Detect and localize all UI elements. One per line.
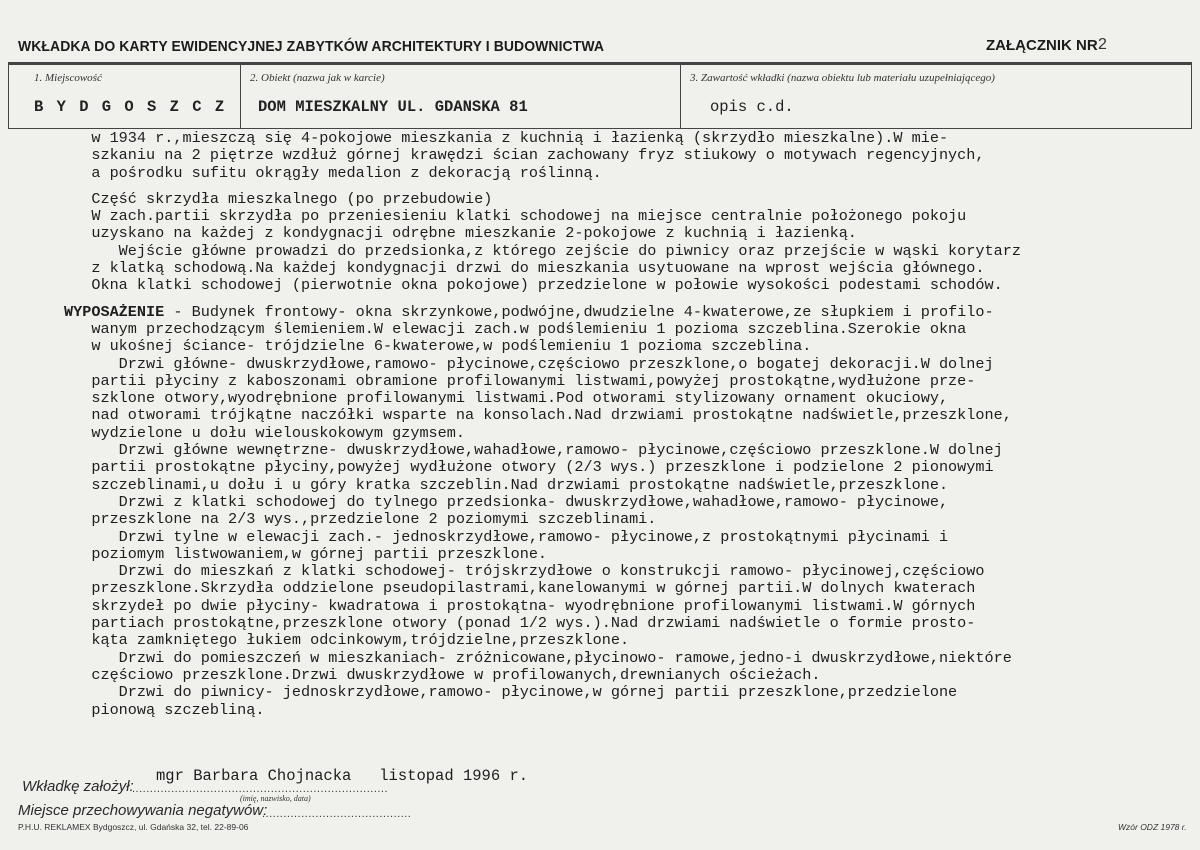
text-line: Drzwi tylne w elewacji zach.- jednoskrzydłowe,ramowo- płycinowe,z prostokątnymi płycinami i xyxy=(64,527,949,546)
text-line: uzyskano na każdej z kondygnacji odrębne mieszkanie 2-pokojowe z kuchnią i łazienką. xyxy=(64,224,857,243)
text-line: wydzielone u dołu wielouskokowym gzymsem. xyxy=(64,423,466,442)
text-line: poziomym listwowaniem,w górnej partii przeszklone. xyxy=(64,544,548,563)
text-line: kąta zamkniętego łukiem odcinkowym,trójdzielne,przeszklone. xyxy=(64,631,630,650)
text-line: pionową szczebliną. xyxy=(64,700,265,719)
text-line: w 1934 r.,mieszczą się 4-pokojowe mieszkania z kuchnią i łazienką (skrzydło mieszkalne).W mie- xyxy=(64,129,949,147)
text-line: szczeblinami,u dołu i u góry kratka szczeblin.Nad drzwiami prostokątne nadświetle,przeszklone. xyxy=(64,475,949,494)
text-line: Okna klatki schodowej (pierwotnie okna pokojowe) przedzielone w połowie wysokości podestami schodów. xyxy=(64,276,1003,295)
fields-divider-2 xyxy=(680,64,681,128)
fields-right-border xyxy=(1191,64,1192,128)
created-by-dotted-line: ........................................................................ xyxy=(132,783,389,795)
section-heading: WYPOSAŻENIE xyxy=(64,302,165,321)
text-line: partii prostokątne płyciny,powyżej wydłużone otwory (2/3 wys.) przeszklone i podzielone 2 pionowymi xyxy=(64,458,994,477)
text-line: WYPOSAŻENIE - Budynek frontowy- okna skrzynkowe,podwójne,dwudzielne 4-kwaterowe,ze słupkiem i profilo- xyxy=(64,302,994,321)
text-line: partiach prostokątne,przeszklone otwory (ponad 1/2 wys.).Nad drzwiami nadświetle o formie prosto- xyxy=(64,614,976,633)
text-line: Drzwi do pomieszczeń w mieszkaniach- zróżnicowane,płycinowo- ramowe,jedno-i dwuskrzydłowe,niektóre xyxy=(64,648,1012,667)
text-line: skrzydeł po dwie płyciny- kwadratowa i prostokątna- wyodrębnione profilowanymi listwami.W górnych xyxy=(64,596,976,615)
text-line: Wejście główne prowadzi do przedsionka,z którego zejście do piwnicy oraz przejście w wąski korytarz xyxy=(64,241,1021,260)
description-text xyxy=(64,130,1174,719)
created-by-value: mgr Barbara Chojnacka listopad 1996 r. xyxy=(156,767,529,785)
text-line: z klatką schodową.Na każdej kondygnacji drzwi do mieszkania usytuowane na wprost wejścia głównego. xyxy=(64,259,985,278)
text-line: Drzwi główne- dwuskrzydłowe,ramowo- płycinowe,częściowo przeszklone,o bogatej dekoracji.W dolnej xyxy=(64,354,994,373)
text-line: Drzwi do piwnicy- jednoskrzydłowe,ramowo- płycinowe,w górnej partii przeszklone,przedzielone xyxy=(64,683,958,702)
annex-label: ZAŁĄCZNIK NR xyxy=(986,37,1098,54)
created-by-label: Wkładkę założył: xyxy=(22,778,134,795)
printer-info: P.H.U. REKLAMEX Bydgoszcz, ul. Gdańska 32, tel. 22-89-06 xyxy=(18,822,249,832)
text-line: Część skrzydła mieszkalnego (po przebudowie) xyxy=(64,189,493,208)
fields-left-border xyxy=(8,64,9,128)
template-mark: Wzór ODZ 1978 r. xyxy=(1118,822,1187,832)
text-line: a pośrodku sufitu okrągły medalion z dekoracją roślinną. xyxy=(64,163,602,182)
text-line: szkaniu na 2 piętrze wzdłuż górnej krawędzi ścian zachowany fryz stiukowy o motywach regencyjnych, xyxy=(64,146,985,165)
contents-label: 3. Zawartość wkładki (nazwa obiektu lub materiału uzupełniającego) xyxy=(690,72,995,84)
negatives-dotted-line: .......................................... xyxy=(262,808,412,820)
text-line: częściowo przeszklone.Drzwi dwuskrzydłowe w profilowanych,drewnianych ościeżach. xyxy=(64,665,821,684)
text-line: Drzwi główne wewnętrzne- dwuskrzydłowe,wahadłowe,ramowo- płycinowe,częściowo przeszklone.W dolnej xyxy=(64,441,1003,460)
card-title: WKŁADKA DO KARTY EWIDENCYJNEJ ZABYTKÓW ARCHITEKTURY I BUDOWNICTWA xyxy=(18,38,605,55)
text-line: W zach.partii skrzydła po przeniesieniu klatki schodowej na miejsce centralnie położonego pokoju xyxy=(64,207,967,226)
contents-value: opis c.d. xyxy=(710,98,794,116)
text-line: Drzwi z klatki schodowej do tylnego przedsionka- dwuskrzydłowe,wahadłowe,ramowo- płycinowe, xyxy=(64,492,949,511)
annex-number: 2 xyxy=(1098,36,1107,53)
location-value: B Y D G O S Z C Z xyxy=(34,98,227,116)
text-line: szklone otwory,wyodrębnione profilowanymi listwami.Pod otworami stylizowany ornament okuciowy, xyxy=(64,389,949,408)
object-label: 2. Obiekt (nazwa jak w karcie) xyxy=(250,72,385,84)
negatives-label: Miejsce przechowywania negatywów: xyxy=(18,802,268,819)
object-value: DOM MIESZKALNY UL. GDANSKA 81 xyxy=(258,98,528,116)
created-by-hint: (imię, nazwisko, data) xyxy=(240,794,311,803)
fields-divider-1 xyxy=(240,64,241,128)
text-line: przeszklone.Skrzydła oddzielone pseudopilastrami,kanelowanymi w górnej partii.W dolnych kwaterach xyxy=(64,579,976,598)
text-line: przeszklone na 2/3 wys.,przedzielone 2 poziomymi szczeblinami. xyxy=(64,510,657,529)
text-line: Drzwi do mieszkań z klatki schodowej- trójskrzydłowe o konstrukcji ramowo- płycinowej,częściowo xyxy=(64,562,985,581)
fields-top-rule xyxy=(8,64,1192,65)
text-line: partii płyciny z kaboszonami obramione profilowanymi listwami,powyżej prostokątne,wydłużone prze- xyxy=(64,371,976,390)
text-line: nad otworami trójkątne naczółki wsparte na konsolach.Nad drzwiami prostokątne nadświetle,przeszklone, xyxy=(64,406,1012,425)
text-line: w ukośnej ściance- trójdzielne 6-kwaterowe,w podślemieniu 1 pozioma szczeblina. xyxy=(64,337,812,356)
text-line: wanym przechodzącym ślemieniem.W elewacji zach.w podślemieniu 1 pozioma szczeblina.Szerokie okna xyxy=(64,319,967,338)
location-label: 1. Miejscowość xyxy=(34,72,102,84)
